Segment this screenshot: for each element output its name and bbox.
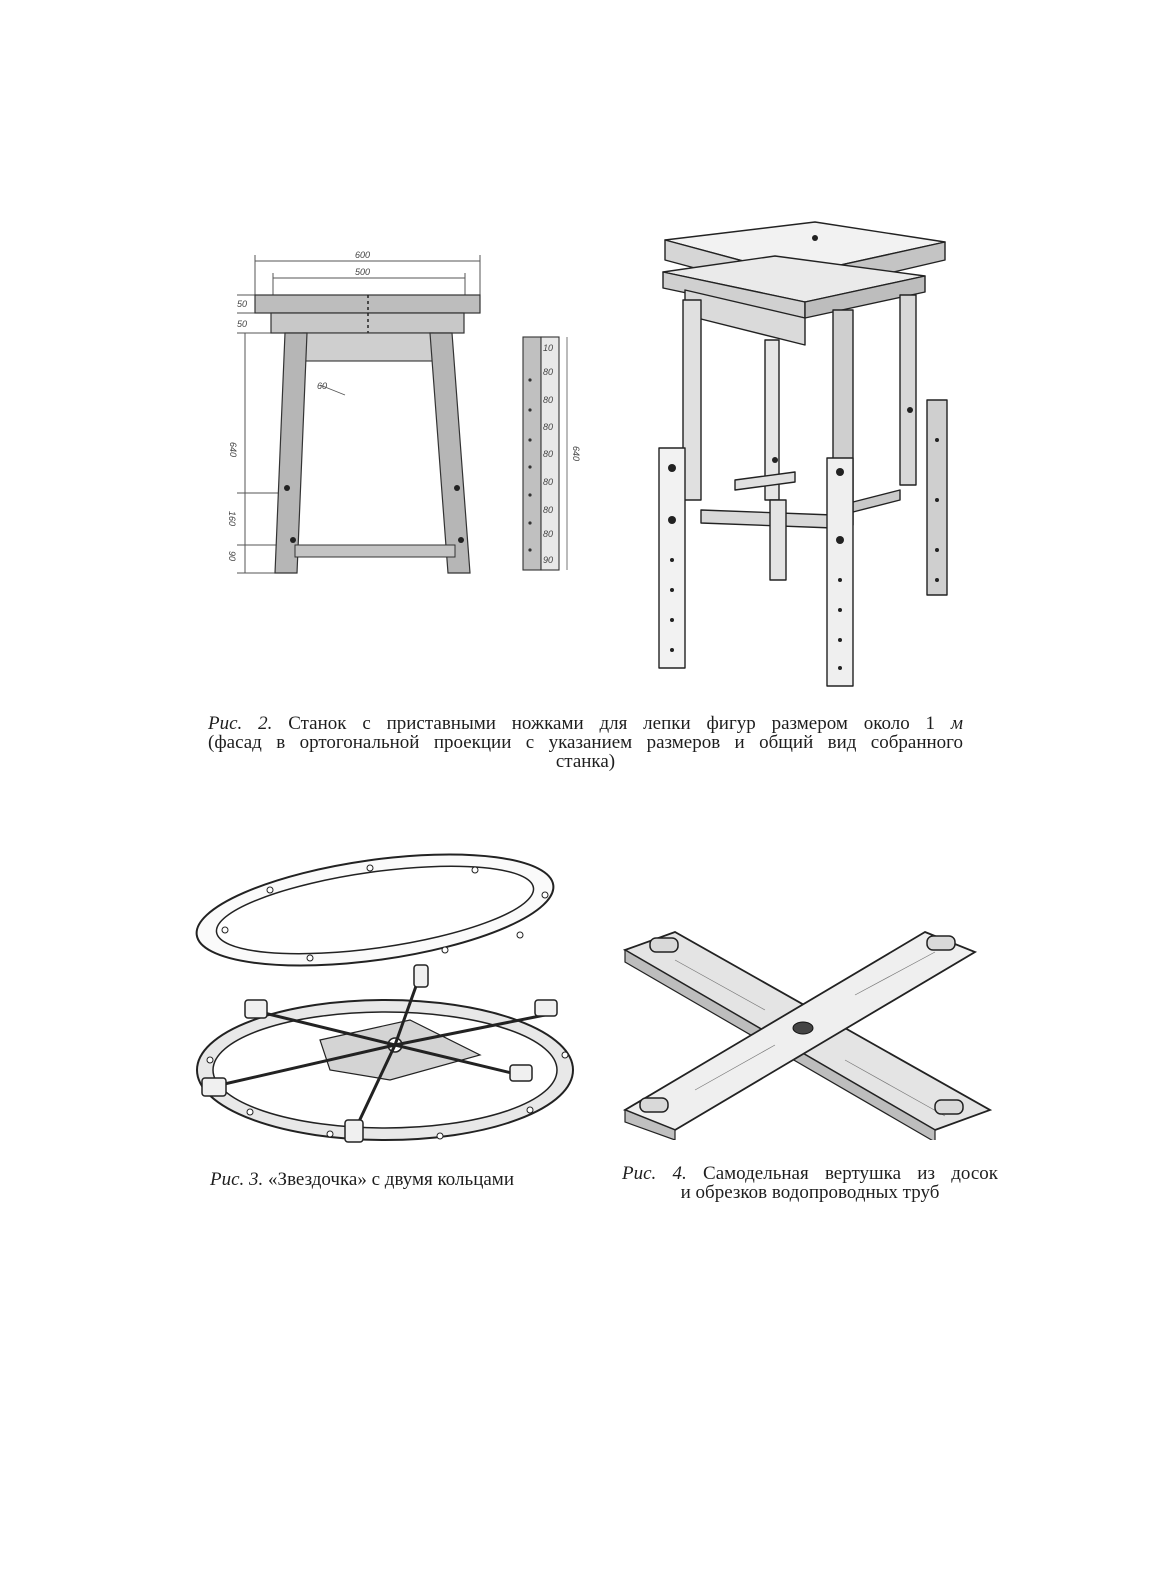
- figure-2-unit: м: [950, 713, 963, 734]
- dim-60: 60: [317, 381, 328, 391]
- dim-640: 640: [228, 442, 238, 458]
- figure-2-label: Рис. 2.: [208, 713, 273, 734]
- figure-3-caption: [210, 1170, 550, 1189]
- figure-3-star-with-rings: [190, 850, 590, 1150]
- figure-3-text: «Звездочка» с двумя кольцами: [268, 1169, 514, 1190]
- figure-4-turntable: [615, 920, 1005, 1140]
- figure-2-text-line3: станка): [555, 751, 616, 772]
- figure-2-stool-perspective: [655, 210, 955, 690]
- dim-160: 160: [227, 511, 237, 527]
- dim-90: 90: [227, 551, 237, 562]
- figure-2-text-line2: (фасад в ортогональной проекции с указанием размеров и общий вид собранного: [208, 732, 963, 753]
- scale-mark: 80: [543, 449, 554, 459]
- scale-mark: 80: [543, 505, 554, 515]
- scale-mark: 10: [543, 343, 554, 353]
- dim-500: 500: [355, 267, 371, 277]
- scale-mark: 80: [543, 529, 554, 539]
- dim-50-second: 50: [237, 319, 248, 329]
- figure-4-text-line2: и обрезков водопроводных труб: [680, 1182, 940, 1203]
- leg-scale-marks: [543, 343, 553, 565]
- scale-mark: 80: [543, 422, 554, 432]
- scale-mark: 90: [543, 555, 554, 565]
- dim-50-top: 50: [237, 299, 248, 309]
- scale-mark: 80: [543, 395, 554, 405]
- dim-600: 600: [355, 250, 371, 260]
- scale-mark: 80: [543, 367, 554, 377]
- scale-mark: 80: [543, 477, 554, 487]
- figure-2-caption: [208, 714, 963, 771]
- figure-3-label: Рис. 3.: [210, 1169, 264, 1190]
- figure-4-caption: [622, 1164, 998, 1202]
- figure-2-text-line1: Станок с приставными ножками для лепки фигур размером около 1: [288, 713, 936, 734]
- figure-4-label: Рис. 4.: [622, 1163, 687, 1184]
- figure-4-text-line1: Самодельная вертушка из досок: [703, 1163, 999, 1184]
- figure-2-elevation-drawing: [225, 245, 585, 590]
- leg-scale-total: 640: [571, 446, 581, 462]
